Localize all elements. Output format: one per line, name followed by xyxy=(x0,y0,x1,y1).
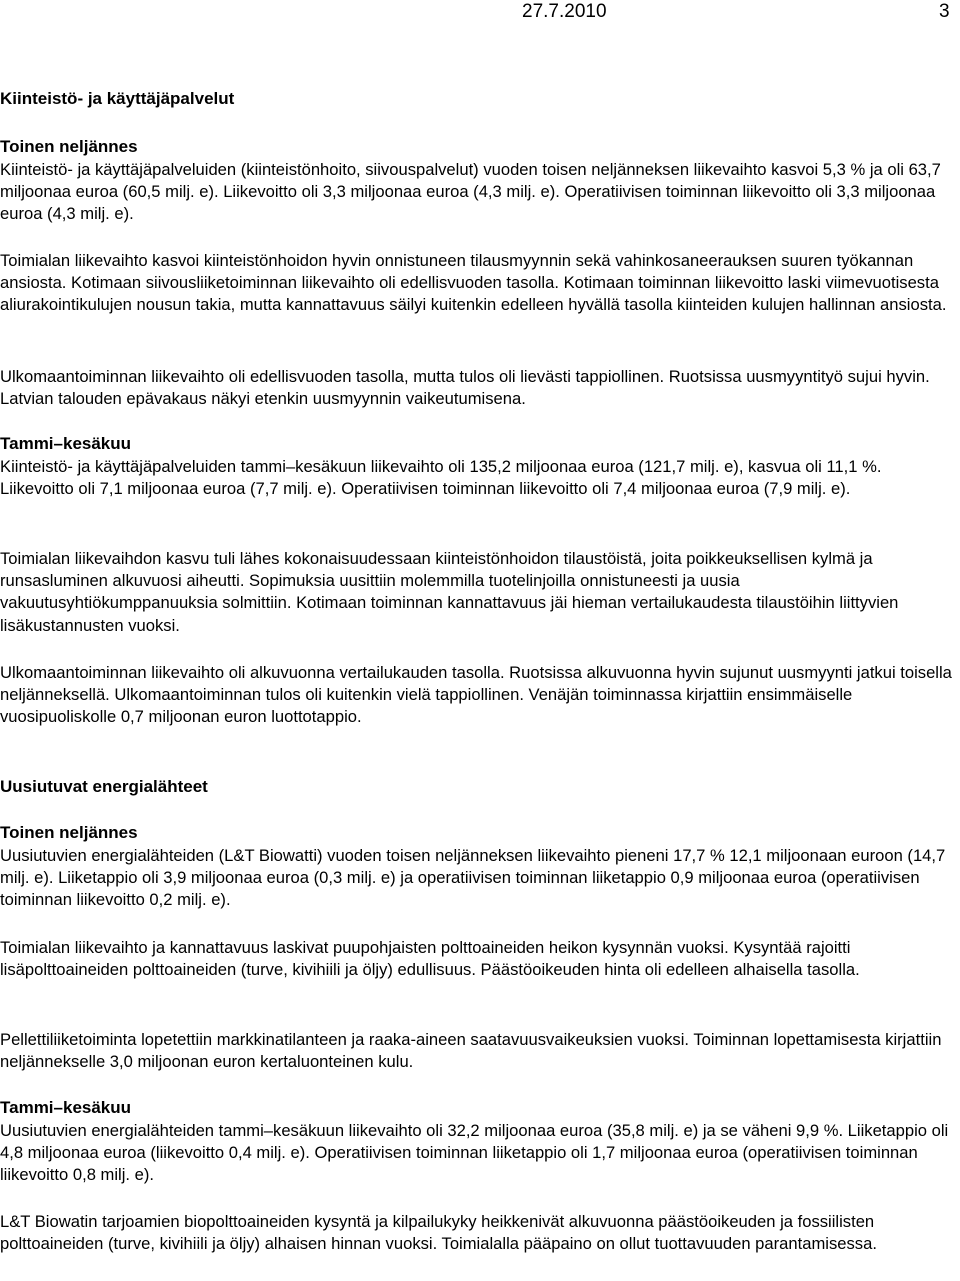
paragraph: Uusiutuvien energialähteiden (L&T Biowatti) vuoden toisen neljänneksen liikevaihto pieneni 17,7 % 12,1 miljoonaan euroon (14,7 milj. e). Liiketappio oli 3,9 miljoonaa euroa (0,3 milj. e) ja operatiivisen toiminnan liiketappio 0,9 miljoonaa euroa (operatiivisen toiminnan liikevoitto 0,2 milj. e). xyxy=(0,846,946,910)
paragraph: Pellettiliiketoiminta lopetettiin markkinatilanteen ja raaka-aineen saatavuusvaikeuksien vuoksi. Toiminnan lopettamisesta kirjattiin neljännekselle 3,0 miljoonan euron kertaluonteinen kulu. xyxy=(0,1030,942,1072)
paragraph: Toimialan liikevaihto ja kannattavuus laskivat puupohjaisten polttoaineiden heikon kysynnän vuoksi. Kysyntää rajoitti lisäpolttoaineiden polttoaineiden (turve, kivihiili ja öljy) edullisuus. Päästöoikeuden hinta oli edelleen alhaisella tasolla. xyxy=(0,938,860,980)
paragraph: Kiinteistö- ja käyttäjäpalveluiden tammi–kesäkuun liikevaihto oli 135,2 miljoonaa euroa (121,7 milj. e), kasvua oli 11,1 %. Liikevoitto oli 7,1 miljoonaa euroa (7,7 milj. e). Operatiivisen toiminnan liikevoitto oli 7,4 miljoonaa euroa (7,9 milj. e). xyxy=(0,457,882,499)
subheading-q2-uusiutuvat: Toinen neljännes xyxy=(0,823,138,842)
subheading-q2-kiinteisto: Toinen neljännes xyxy=(0,137,138,156)
page-header xyxy=(0,0,960,26)
paragraph: L&T Biowatin tarjoamien biopolttoaineiden kysyntä ja kilpailukyky heikkenivät alkuvuonna päästöoikeuden ja fossiilisten polttoaineiden (turve, kivihiili ja öljy) alhaisen hinnan vuoksi. Toimialalla pääpaino on ollut tuottavuuden parantamisessa. xyxy=(0,1212,877,1254)
subheading-h1-kiinteisto: Tammi–kesäkuu xyxy=(0,434,132,453)
subheading-h1-uusiutuvat: Tammi–kesäkuu xyxy=(0,1098,132,1117)
section-title-uusiutuvat: Uusiutuvat energialähteet xyxy=(0,777,208,796)
header-date: 27.7.2010 xyxy=(522,1,607,22)
paragraph: Uusiutuvien energialähteiden tammi–kesäkuun liikevaihto oli 32,2 miljoonaa euroa (35,8 milj. e) ja se väheni 9,9 %. Liiketappio oli 4,8 miljoonaa euroa (liikevoitto 0,4 milj. e). Operatiivisen toiminnan liiketappio oli 1,7 miljoonaa euroa (operatiivisen toiminnan liikevoitto 0,8 milj. e). xyxy=(0,1121,949,1185)
paragraph: Toimialan liikevaihto kasvoi kiinteistönhoidon hyvin onnistuneen tilausmyynnin sekä vahinkosaneerauksen suuren työkannan ansiosta. Kotimaan siivousliiketoiminnan liikevaihto oli edellisvuoden tasolla. Kotimaan toiminnan liikevoitto laski viimevuotisesta aliurakointikulujen nousun takia, mutta kannattavuus säilyi kuitenkin edelleen hyvällä tasolla kiinteiden kulujen hallinnan ansiosta. xyxy=(0,251,947,315)
page-number: 3 xyxy=(939,1,950,22)
paragraph: Ulkomaantoiminnan liikevaihto oli alkuvuonna vertailukauden tasolla. Ruotsissa alkuvuonna hyvin sujunut uusmyynti jatkui toisella neljänneksellä. Ulkomaantoiminnan tulos oli kuitenkin vielä tappiollinen. Venäjän toiminnassa kirjattiin ensimmäiselle vuosipuoliskolle 0,7 miljoonan euron luottotappio. xyxy=(0,663,952,727)
paragraph: Toimialan liikevaihdon kasvu tuli lähes kokonaisuudessaan kiinteistönhoidon tilaustöistä, joita poikkeuksellisen kylmä ja runsasluminen alkuvuosi aiheutti. Sopimuksia uusittiin molemmilla tuotelinjoilla onnistuneesti ja uusia vakuutusyhtiökumppanuuksia solmittiin. Kotimaan toiminnan kannattavuus jäi hieman vertailukaudesta tilaustöihin liittyvien lisäkustannusten vuoksi. xyxy=(0,549,899,635)
paragraph: Kiinteistö- ja käyttäjäpalveluiden (kiinteistönhoito, siivouspalvelut) vuoden toisen neljänneksen liikevaihto kasvoi 5,3 % ja oli 63,7 miljoonaa euroa (60,5 milj. e). Liikevoitto oli 3,3 miljoonaa euroa (4,3 milj. e). Operatiivisen toiminnan liikevoitto oli 3,3 miljoonaa euroa (4,3 milj. e). xyxy=(0,160,941,224)
section-title-kiinteisto: Kiinteistö- ja käyttäjäpalvelut xyxy=(0,89,235,108)
paragraph: Ulkomaantoiminnan liikevaihto oli edellisvuoden tasolla, mutta tulos oli lievästi tappiollinen. Ruotsissa uusmyyntityö sujui hyvin. Latvian talouden epävakaus näkyi etenkin uusmyynnin vaikeutumisena. xyxy=(0,367,930,409)
